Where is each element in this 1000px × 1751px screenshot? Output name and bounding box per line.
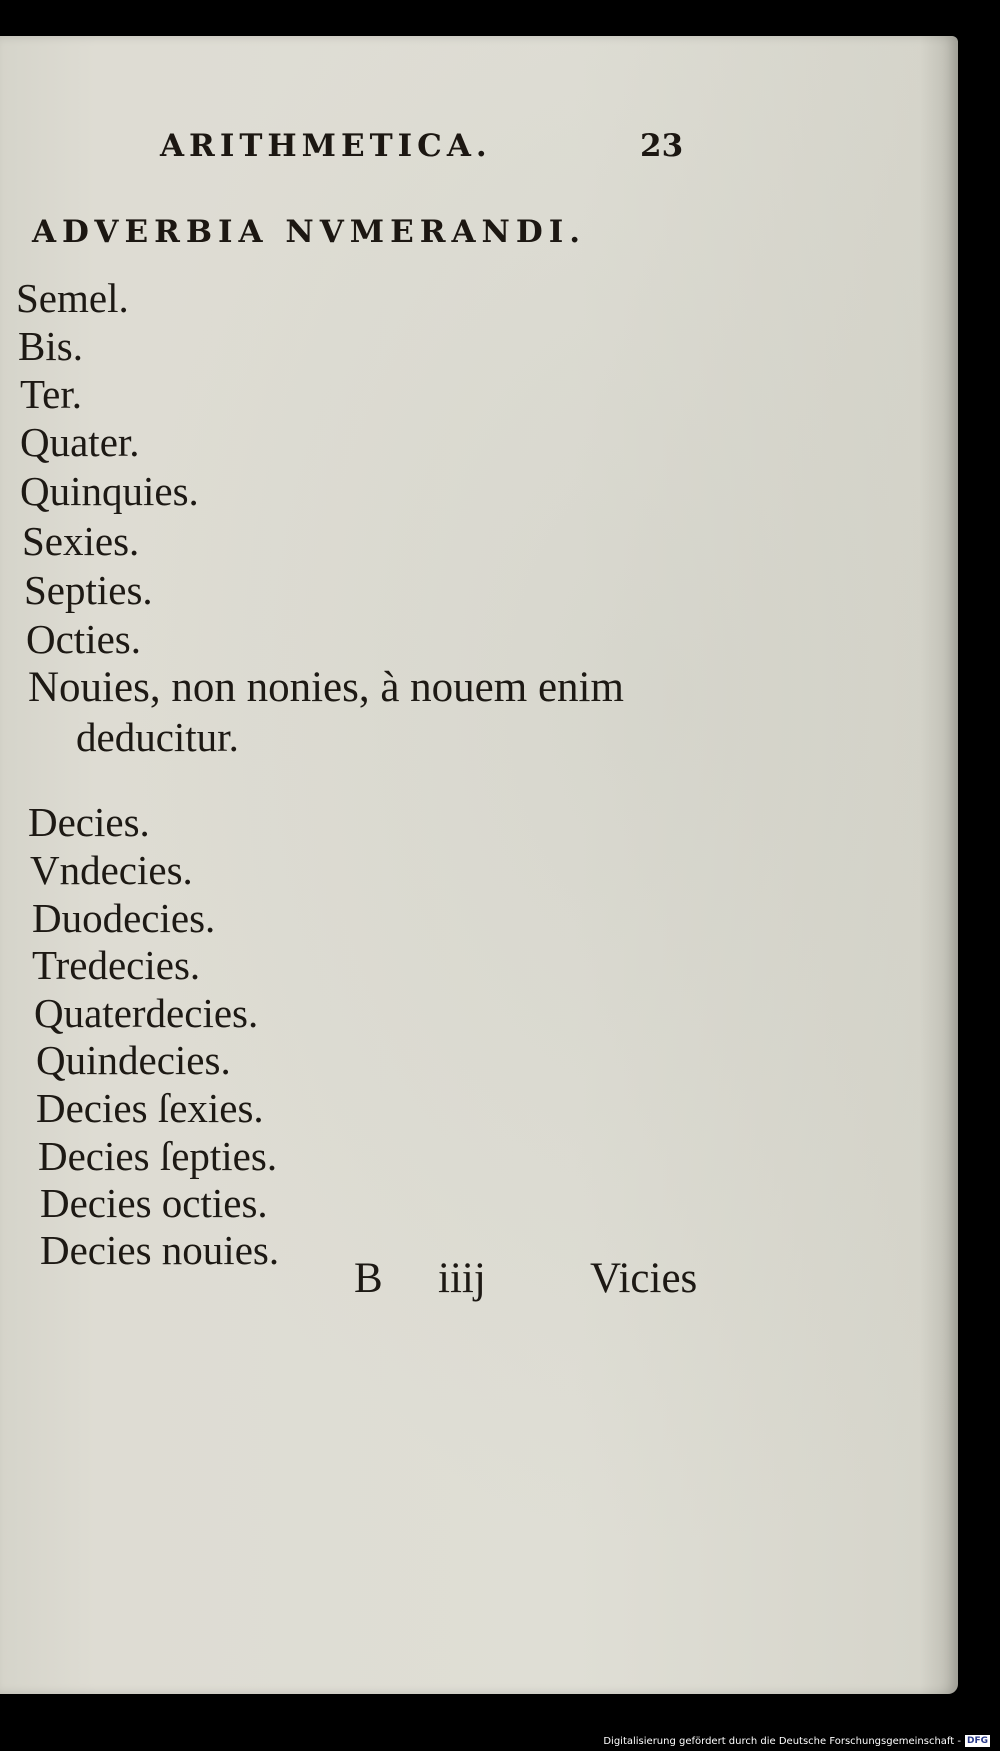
book-page bbox=[0, 36, 958, 1694]
list-item: Quater. bbox=[20, 419, 140, 465]
list-item: Nouies, non nonies, à nouem enim bbox=[28, 664, 624, 711]
dfg-logo: DFG bbox=[966, 1736, 988, 1746]
numeral-adverb-list bbox=[0, 36, 958, 1694]
credit-text: Digitalisierung gefördert durch die Deutsche Forschungsgemeinschaft - bbox=[603, 1735, 961, 1747]
list-item: Bis. bbox=[18, 323, 83, 369]
list-item: Decies. bbox=[28, 799, 150, 845]
list-item: Vndecies. bbox=[30, 847, 193, 893]
list-item: Quindecies. bbox=[36, 1037, 231, 1083]
digitization-credit bbox=[603, 1735, 990, 1747]
list-item: Decies ſepties. bbox=[38, 1133, 278, 1179]
list-item: Septies. bbox=[24, 567, 153, 613]
list-item: Duodecies. bbox=[32, 895, 216, 941]
list-item: deducitur. bbox=[76, 714, 239, 760]
running-title: ARITHMETICA. bbox=[160, 128, 492, 164]
list-item: Decies octies. bbox=[40, 1180, 268, 1226]
list-item: Semel. bbox=[16, 275, 129, 321]
list-item: Decies nouies. bbox=[40, 1227, 280, 1273]
signature-mark: B bbox=[354, 1255, 383, 1302]
page-number: 23 bbox=[640, 128, 684, 164]
list-item: Tredecies. bbox=[32, 942, 201, 988]
list-item: Octies. bbox=[26, 616, 141, 662]
list-item: Sexies. bbox=[22, 518, 140, 564]
list-item: Decies ſexies. bbox=[36, 1085, 264, 1131]
list-item: Ter. bbox=[20, 371, 83, 417]
list-item: Quaterdecies. bbox=[34, 990, 259, 1036]
section-title: ADVERBIA NVMERANDI. bbox=[32, 214, 587, 250]
signature-number: iiij bbox=[438, 1255, 486, 1302]
catchword: Vicies bbox=[590, 1255, 698, 1302]
list-item: Quinquies. bbox=[20, 468, 199, 514]
